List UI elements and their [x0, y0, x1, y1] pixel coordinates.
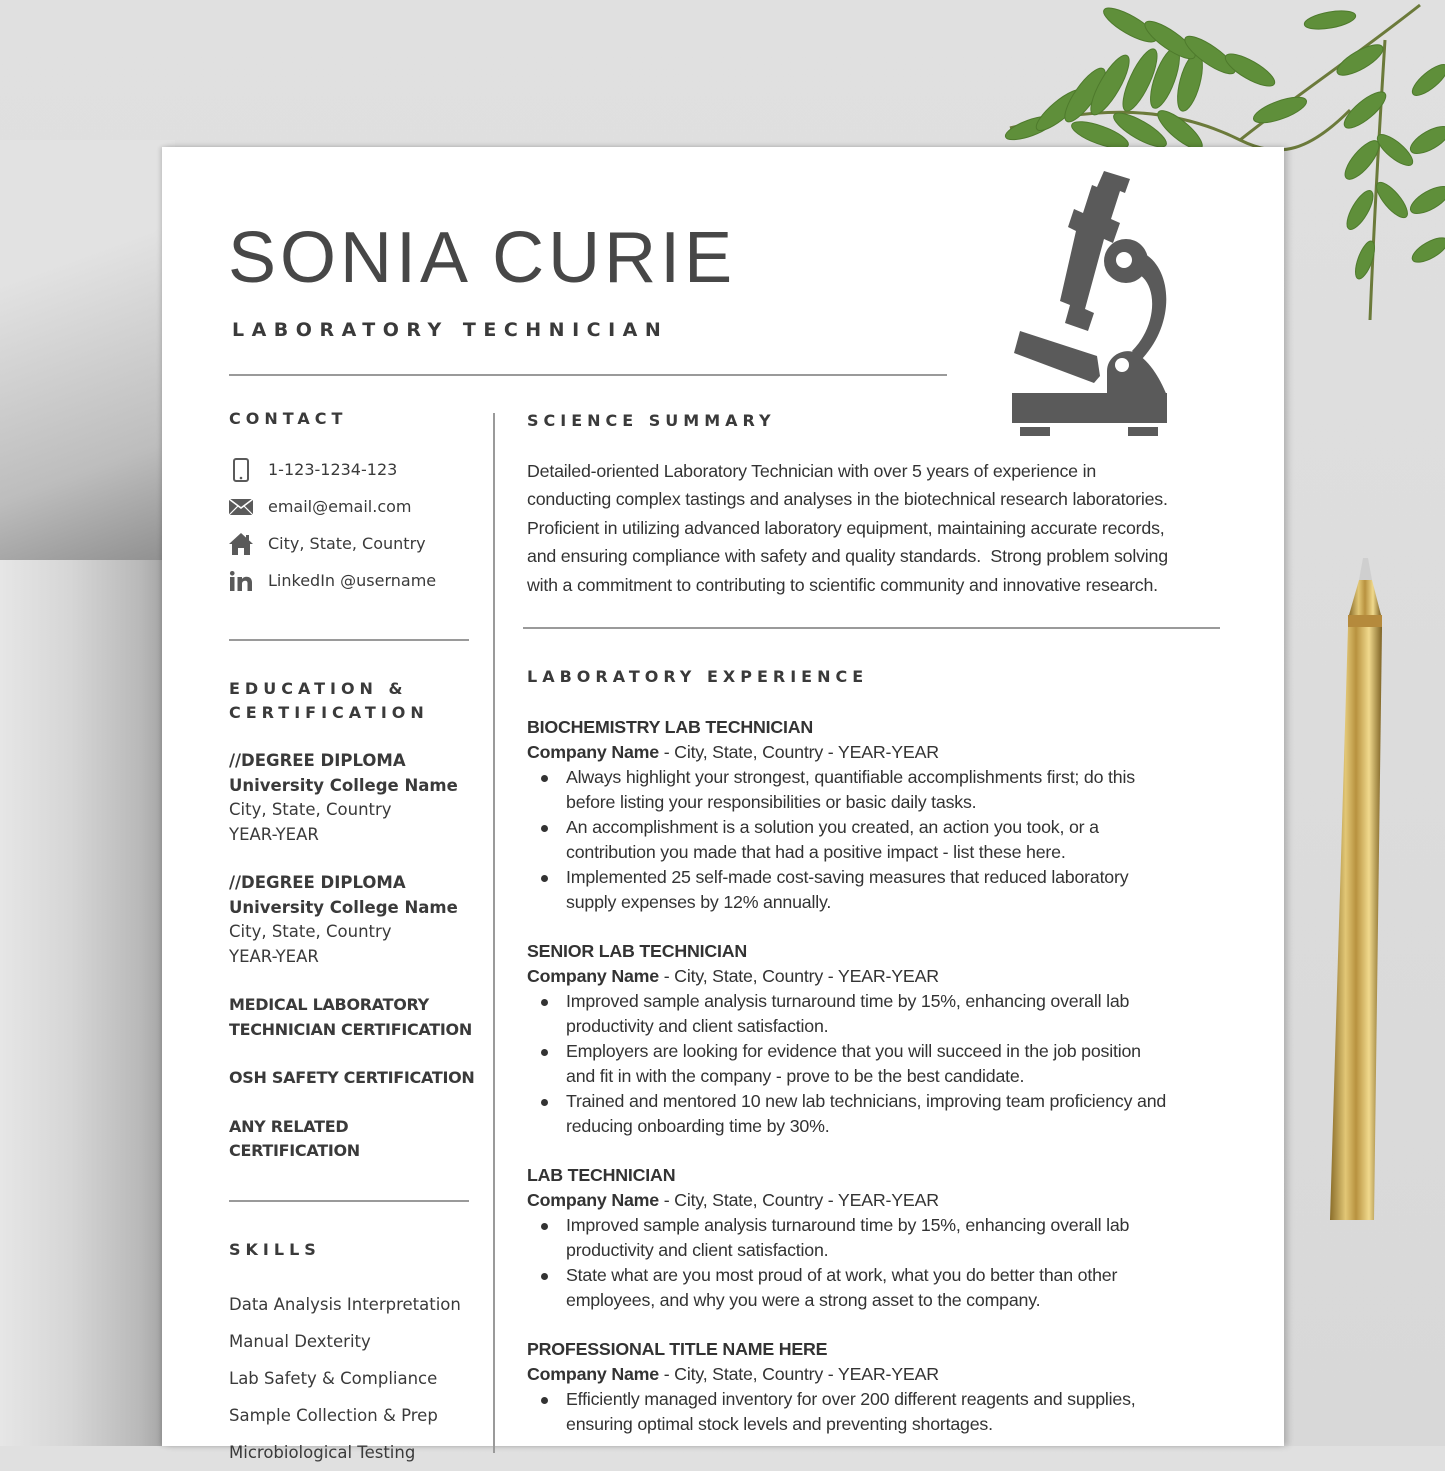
education-entry	[229, 871, 479, 969]
contact-location	[229, 525, 479, 562]
job-meta	[527, 1188, 1227, 1213]
job-bullets	[527, 1213, 1227, 1313]
job-bullets	[527, 989, 1227, 1139]
skills-section	[229, 1238, 479, 1471]
bullet-line: Implemented 25 self-made cost-saving measures that reduced laboratory	[566, 867, 1129, 888]
summary-heading: SCIENCE SUMMARY	[527, 411, 776, 430]
job-entry	[527, 1337, 1227, 1437]
school-years: YEAR-YEAR	[229, 824, 319, 844]
company-name: Company Name	[527, 1190, 659, 1211]
summary-divider	[523, 627, 1220, 629]
job-bullet	[527, 1089, 1227, 1139]
contact-phone-text[interactable]: 1-123-1234-123	[268, 460, 398, 479]
skill-item: Data Analysis Interpretation	[229, 1294, 461, 1314]
skills-heading: SKILLS	[229, 1239, 321, 1259]
job-location-years: - City, State, Country - YEAR-YEAR	[658, 966, 939, 987]
bullet-line: productivity and client satisfaction.	[566, 1016, 829, 1037]
bullet-line: Employers are looking for evidence that you will succeed in the job position	[566, 1041, 1141, 1062]
job-location-years: - City, State, Country - YEAR-YEAR	[658, 1190, 939, 1211]
job-location-years: - City, State, Country - YEAR-YEAR	[658, 1364, 939, 1385]
bullet-line: productivity and client satisfaction.	[566, 1240, 829, 1261]
job-bullet	[527, 1213, 1227, 1263]
company-name: Company Name	[527, 966, 659, 987]
school-location: City, State, Country	[229, 800, 392, 819]
job-bullets	[527, 1387, 1227, 1437]
bullet-line: Efficiently managed inventory for over 200 different reagents and supplies,	[566, 1389, 1136, 1410]
education-divider	[229, 1200, 469, 1202]
job-bullets	[527, 765, 1227, 915]
contact-email	[229, 488, 479, 525]
school-location: City, State, Country	[229, 922, 392, 941]
right-column	[527, 409, 1227, 1437]
bullet-line: An accomplishment is a solution you created, an action you took, or a	[566, 817, 1099, 838]
summary-line: with a commitment to contributing to scientific community and innovative research.	[527, 574, 1158, 595]
experience-heading: LABORATORY EXPERIENCE	[527, 667, 869, 687]
skill-item: Microbiological Testing	[229, 1442, 416, 1462]
column-divider	[493, 413, 495, 1453]
bullet-line: State what are you most proud of at work, what you do better than other	[566, 1265, 1118, 1286]
bullet-line: Improved sample analysis turnaround time by 15%, enhancing overall lab	[566, 991, 1130, 1012]
bullet-line: supply expenses by 12% annually.	[566, 892, 832, 913]
job-bullet	[527, 815, 1227, 865]
left-column	[229, 407, 479, 1471]
certification: ANY RELATED CERTIFICATION	[229, 1116, 360, 1160]
summary-line: conducting complex tastings and analyses in the biotechnical research laboratories.	[527, 489, 1168, 510]
marble-shadow	[0, 140, 175, 560]
job-meta	[527, 740, 1227, 765]
job-meta	[527, 964, 1227, 989]
linkedin-icon	[229, 569, 253, 593]
job-entry	[527, 939, 1227, 1139]
bullet-line: Always highlight your strongest, quantifiable accomplishments first; do this	[566, 767, 1135, 788]
education-heading-line2: CERTIFICATION	[229, 703, 429, 722]
house-icon	[229, 532, 253, 556]
job-entry	[527, 715, 1227, 915]
summary-line: Detailed-oriented Laboratory Technician with over 5 years of experience in	[527, 461, 1097, 481]
skill-item: Manual Dexterity	[229, 1331, 371, 1351]
job-bullet	[527, 1387, 1227, 1437]
job-location-years: - City, State, Country - YEAR-YEAR	[658, 742, 939, 763]
company-name: Company Name	[527, 1364, 659, 1385]
certification-line: TECHNICIAN CERTIFICATION	[229, 1019, 472, 1039]
bullet-line: employees, and why you were a strong asset to the company.	[566, 1290, 1041, 1311]
bullet-line: Trained and mentored 10 new lab technicians, improving team proficiency and	[566, 1091, 1167, 1112]
bullet-line: reducing onboarding time by 30%.	[566, 1116, 830, 1137]
gold-pen-decoration	[1310, 540, 1400, 1240]
header-divider	[229, 374, 947, 376]
job-entry	[527, 1163, 1227, 1313]
job-bullet	[527, 865, 1227, 915]
degree-name: //DEGREE DIPLOMA	[229, 873, 406, 892]
experience-list	[527, 715, 1227, 1437]
resume-page	[162, 147, 1284, 1462]
bullet-line: ensuring optimal stock levels and preventing shortages.	[566, 1414, 993, 1435]
phone-icon	[229, 458, 253, 482]
education-heading-line1: EDUCATION &	[229, 679, 408, 698]
skill-item: Lab Safety & Compliance	[229, 1368, 438, 1388]
certification	[229, 993, 479, 1042]
microscope-icon	[1012, 171, 1172, 439]
job-title: LAB TECHNICIAN	[527, 1165, 676, 1186]
contact-heading: CONTACT	[229, 409, 348, 428]
job-title: PROFESSIONAL TITLE NAME HERE	[527, 1339, 828, 1360]
contact-linkedin-text[interactable]: LinkedIn @username	[268, 571, 437, 590]
bullet-line: and fit in with the company - prove to be the best candidate.	[566, 1066, 1025, 1087]
school-name: University College Name	[229, 897, 458, 917]
job-bullet	[527, 1039, 1227, 1089]
contact-linkedin	[229, 562, 479, 599]
contact-list	[229, 451, 479, 599]
skills-list	[229, 1286, 479, 1471]
school-years: YEAR-YEAR	[229, 946, 319, 966]
job-title: BIOCHEMISTRY LAB TECHNICIAN	[527, 717, 814, 738]
certification-line: MEDICAL LABORATORY	[229, 995, 429, 1014]
education-entry	[229, 749, 479, 847]
resume-name: SONIA CURIE	[228, 218, 737, 298]
job-bullet	[527, 765, 1227, 815]
company-name: Company Name	[527, 742, 659, 763]
degree-name: //DEGREE DIPLOMA	[229, 751, 406, 770]
contact-divider	[229, 639, 469, 641]
resume-job-title: LABORATORY TECHNICIAN	[232, 319, 669, 341]
education-heading	[229, 677, 479, 725]
school-name: University College Name	[229, 775, 458, 795]
education-section	[229, 677, 479, 1164]
summary-line: Proficient in utilizing advanced laboratory equipment, maintaining accurate records,	[527, 517, 1165, 538]
contact-location-text: City, State, Country	[268, 534, 426, 553]
summary-text	[527, 457, 1227, 599]
skill-item: Sample Collection & Prep	[229, 1405, 438, 1425]
contact-email-text[interactable]: email@email.com	[268, 497, 412, 516]
job-title: SENIOR LAB TECHNICIAN	[527, 941, 748, 962]
contact-phone	[229, 451, 479, 488]
summary-line: and ensuring compliance with safety and quality standards. Strong problem solving	[527, 546, 1168, 567]
job-meta	[527, 1362, 1227, 1387]
job-bullet	[527, 989, 1227, 1039]
bullet-line: Improved sample analysis turnaround time by 15%, enhancing overall lab	[566, 1215, 1130, 1236]
bullet-line: contribution you made that had a positive impact - list these here.	[566, 842, 1066, 863]
bullet-line: before listing your responsibilities or basic daily tasks.	[566, 792, 977, 813]
envelope-icon	[229, 495, 253, 519]
certification: OSH SAFETY CERTIFICATION	[229, 1068, 475, 1087]
job-bullet	[527, 1263, 1227, 1313]
